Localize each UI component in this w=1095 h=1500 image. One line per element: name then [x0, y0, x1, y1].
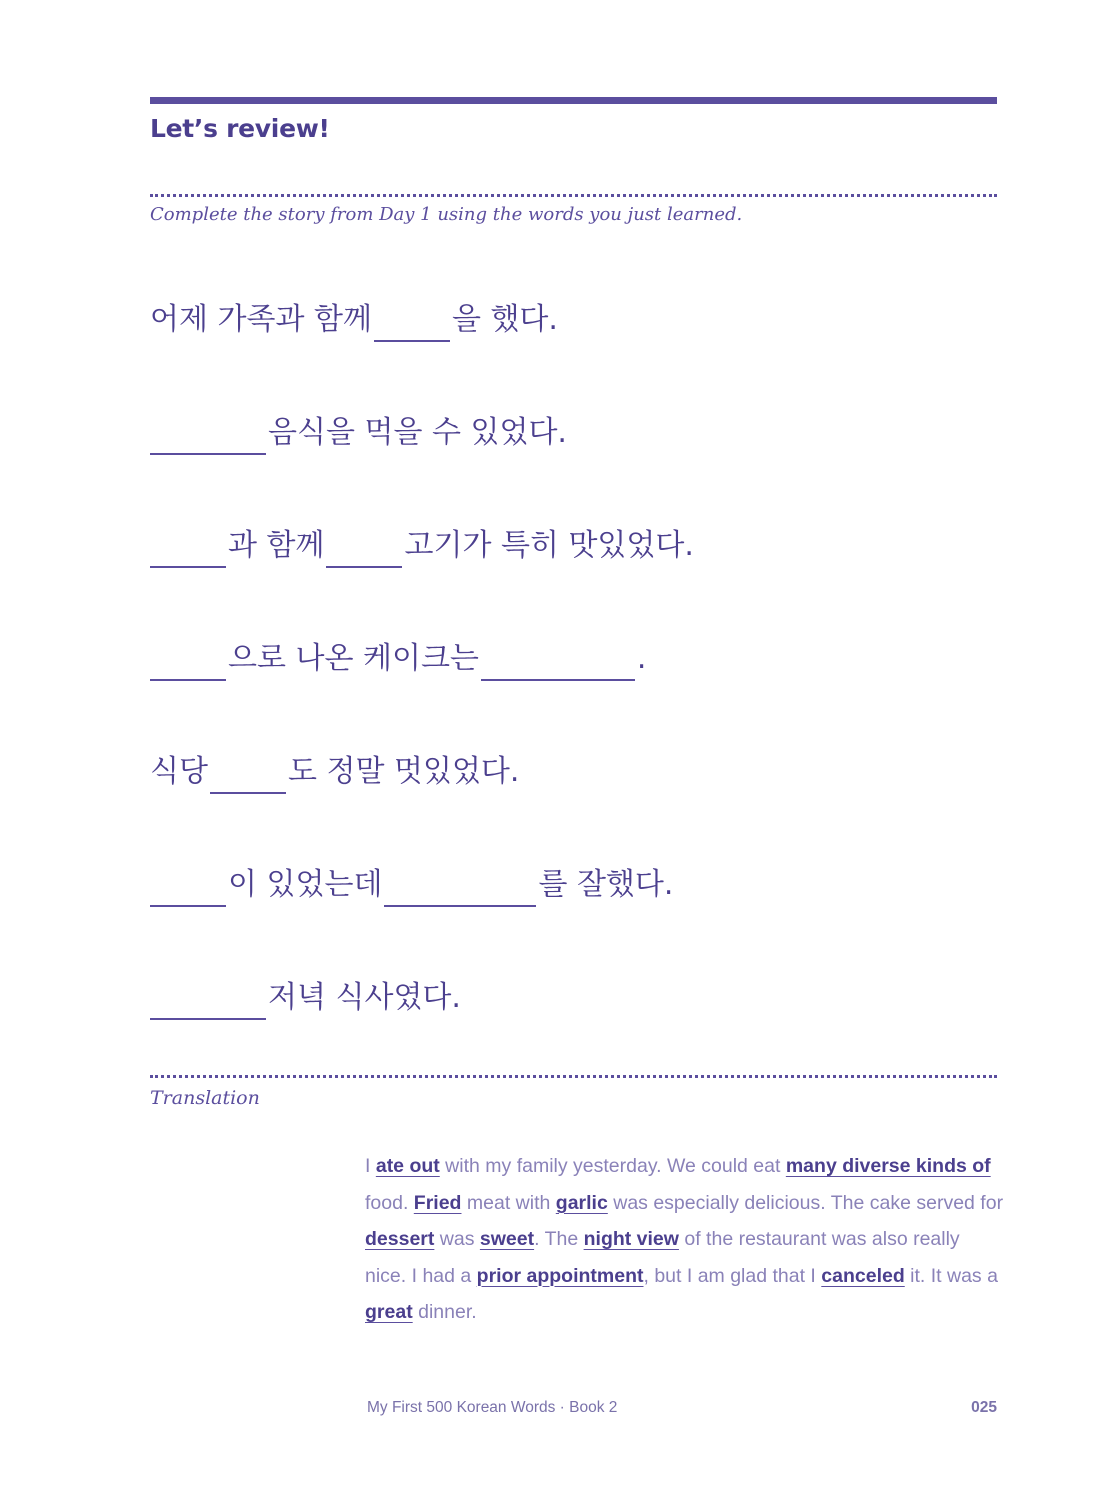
answer-blank[interactable] — [150, 532, 226, 568]
translation-text: , but I am glad that I — [643, 1264, 822, 1287]
sentence-text: 고기가 특히 맛있었다. — [404, 528, 694, 563]
header-rule — [150, 97, 997, 104]
story-sentence-3 — [150, 524, 694, 568]
vocab-keyword: canceled — [821, 1264, 905, 1287]
translation-paragraph — [365, 1148, 1005, 1331]
answer-blank[interactable] — [150, 645, 226, 681]
sentence-text: 음식을 먹을 수 있었다. — [268, 415, 567, 450]
sentence-text: 을 했다. — [451, 302, 558, 337]
sentence-text: 저녁 식사였다. — [268, 980, 461, 1015]
dotted-divider — [150, 194, 997, 197]
story-sentence-5 — [150, 750, 519, 794]
section-heading: Let’s review! — [150, 114, 330, 143]
vocab-keyword: Fried — [413, 1191, 462, 1214]
sentence-text: 과 함께 — [228, 528, 325, 563]
sentence-text: 어제 가족과 함께 — [150, 302, 372, 337]
story-sentence-7 — [150, 976, 461, 1020]
instruction-text: Complete the story from Day 1 using the words you just learned. — [150, 204, 743, 225]
story-sentence-1 — [150, 298, 558, 342]
vocab-keyword: garlic — [555, 1191, 608, 1214]
story-sentence-2 — [150, 411, 567, 455]
page-number: 025 — [971, 1399, 997, 1416]
translation-text: meat with — [461, 1191, 556, 1214]
answer-blank[interactable] — [150, 419, 266, 455]
sentence-text: 이 있었는데 — [228, 867, 383, 902]
vocab-keyword: dessert — [365, 1228, 435, 1250]
story-sentence-4 — [150, 637, 646, 681]
sentence-text: 도 정말 멋있었다. — [287, 754, 520, 789]
translation-text: I — [365, 1155, 376, 1177]
answer-blank[interactable] — [384, 871, 536, 907]
vocab-keyword: ate out — [375, 1155, 440, 1177]
translation-text: with my family yesterday. We could eat — [439, 1155, 786, 1177]
book-title: My First 500 Korean Words · Book 2 — [367, 1399, 618, 1416]
translation-text: it. It was a — [904, 1264, 998, 1287]
vocab-keyword: many diverse kinds of — [785, 1155, 991, 1177]
vocab-keyword: prior appointment — [476, 1264, 644, 1287]
vocab-keyword: great — [365, 1301, 413, 1323]
sentence-text: 으로 나온 케이크는 — [228, 641, 479, 676]
translation-text: . The — [534, 1228, 584, 1250]
answer-blank[interactable] — [150, 871, 226, 907]
translation-text: dinner. — [412, 1301, 477, 1323]
story-sentence-6 — [150, 863, 673, 907]
sentence-text: . — [636, 641, 647, 676]
answer-blank[interactable] — [210, 758, 286, 794]
translation-text: was especially delicious. The cake served for — [607, 1191, 1004, 1214]
vocab-keyword: night view — [583, 1228, 679, 1250]
translation-text: of the restaurant was also really nice. I had a — [365, 1228, 960, 1287]
answer-blank[interactable] — [326, 532, 402, 568]
dotted-divider — [150, 1075, 997, 1078]
translation-text: was — [434, 1228, 480, 1250]
translation-text: food. — [365, 1191, 414, 1214]
sentence-text: 식당 — [150, 754, 208, 789]
sentence-text: 를 잘했다. — [538, 867, 674, 902]
answer-blank[interactable] — [150, 984, 266, 1020]
vocab-keyword: sweet — [479, 1228, 535, 1250]
translation-label: Translation — [150, 1087, 260, 1109]
answer-blank[interactable] — [481, 645, 635, 681]
answer-blank[interactable] — [374, 306, 450, 342]
